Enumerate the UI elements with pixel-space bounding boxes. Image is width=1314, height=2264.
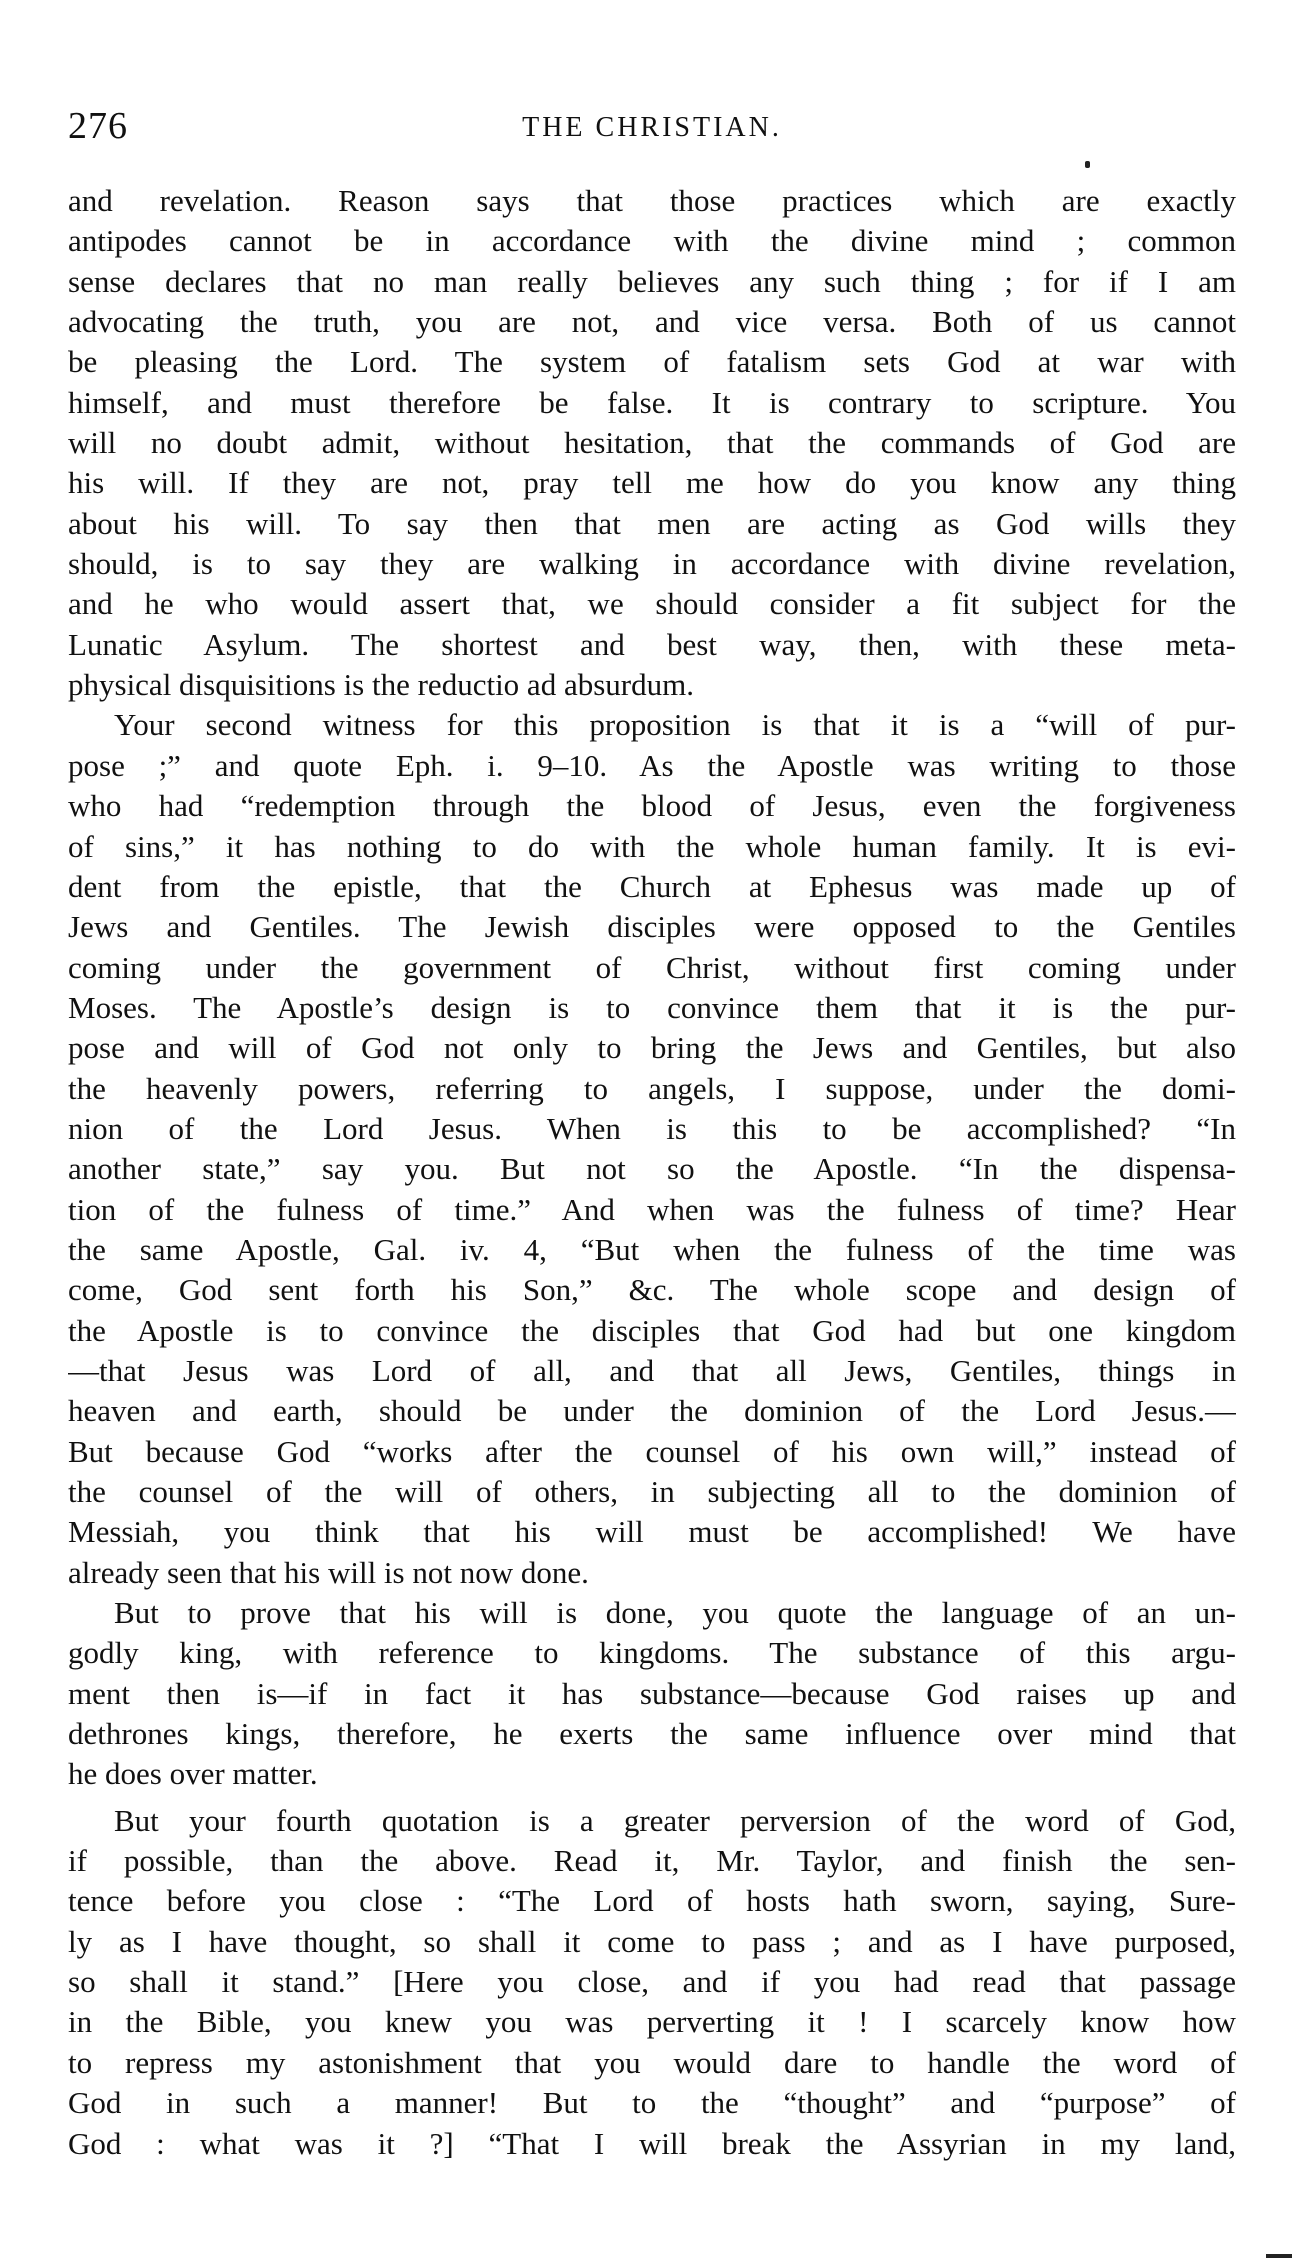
text-line: antipodes cannot be in accordance with the divine mind ; common: [68, 223, 1236, 259]
text-line: the same Apostle, Gal. iv. 4, “But when the fulness of the time was: [68, 1231, 1236, 1267]
text-line: dethrones kings, therefore, he exerts the same influence over mind that: [68, 1716, 1236, 1752]
text-line: of sins,” it has nothing to do with the whole human family. It is evi-: [68, 828, 1236, 864]
text-line: Jews and Gentiles. The Jewish disciples were opposed to the Gentiles: [68, 909, 1236, 945]
text-line: in the Bible, you knew you was perverting it ! I scarcely know how: [68, 2004, 1236, 2040]
text-line: —that Jesus was Lord of all, and that all Jews, Gentiles, things in: [68, 1352, 1236, 1388]
text-line: ly as I have thought, so shall it come to pass ; and as I have purposed,: [68, 1923, 1236, 1959]
body-text: [68, 181, 1236, 2164]
text-line: pose ;” and quote Eph. i. 9–10. As the Apostle was writing to those: [68, 747, 1236, 783]
text-line: godly king, with reference to kingdoms. The substance of this argu-: [68, 1635, 1236, 1671]
text-line: another state,” say you. But not so the Apostle. “In the dispensa-: [68, 1151, 1236, 1187]
text-line: be pleasing the Lord. The system of fatalism sets God at war with: [68, 344, 1236, 380]
text-line: already seen that his will is not now done.: [68, 1554, 589, 1590]
text-line: the counsel of the will of others, in subjecting all to the dominion of: [68, 1474, 1236, 1509]
page-number: 276: [68, 105, 128, 147]
text-line: should, is to say they are walking in accordance with divine revelation,: [68, 546, 1236, 582]
text-line: the heavenly powers, referring to angels, I suppose, under the domi-: [68, 1070, 1236, 1106]
text-line: come, God sent forth his Son,” &c. The whole scope and design of: [68, 1272, 1236, 1308]
text-line: tion of the fulness of time.” And when was the fulness of time? Hear: [68, 1191, 1236, 1227]
text-line: so shall it stand.” [Here you close, and if you had read that passage: [68, 1964, 1236, 2000]
text-line: Moses. The Apostle’s design is to convince them that it is the pur-: [68, 989, 1236, 1025]
text-line: ment then is—if in fact it has substance—because God raises up and: [68, 1675, 1236, 1711]
text-line: and revelation. Reason says that those practices which are exactly: [68, 183, 1236, 218]
text-line: pose and will of God not only to bring the Jews and Gentiles, but also: [68, 1030, 1236, 1066]
text-line: heaven and earth, should be under the dominion of the Lord Jesus.—: [68, 1393, 1236, 1429]
text-line: But to prove that his will is done, you quote the language of an un-: [114, 1595, 1236, 1631]
text-line: coming under the government of Christ, without first coming under: [68, 949, 1236, 985]
text-line: about his will. To say then that men are acting as God wills they: [68, 505, 1236, 541]
text-line: will no doubt admit, without hesitation, that the commands of God are: [68, 425, 1236, 461]
text-line: if possible, than the above. Read it, Mr. Taylor, and finish the sen-: [68, 1843, 1236, 1879]
text-line: physical disquisitions is the reductio ad absurdum.: [68, 667, 694, 703]
text-line: the Apostle is to convince the disciples that God had but one kingdom: [68, 1312, 1236, 1348]
text-line: Messiah, you think that his will must be accomplished! We have: [68, 1514, 1236, 1550]
text-line: God in such a manner! But to the “thought” and “purpose” of: [68, 2085, 1236, 2121]
text-line: Lunatic Asylum. The shortest and best way, then, with these meta-: [68, 626, 1236, 662]
text-line: who had “redemption through the blood of Jesus, even the forgiveness: [68, 788, 1236, 824]
text-line: he does over matter.: [68, 1756, 318, 1792]
text-line: But your fourth quotation is a greater perversion of the word of God,: [114, 1802, 1236, 1838]
text-line: his will. If they are not, pray tell me how do you know any thing: [68, 465, 1236, 501]
corner-mark: [1266, 2254, 1292, 2258]
text-line: God : what was it ?] “That I will break the Assyrian in my land,: [68, 2125, 1236, 2161]
text-line: and he who would assert that, we should consider a fit subject for the: [68, 586, 1236, 622]
text-line: to repress my astonishment that you would dare to handle the word of: [68, 2044, 1236, 2080]
text-line: dent from the epistle, that the Church at Ephesus was made up of: [68, 868, 1236, 904]
text-line: advocating the truth, you are not, and vice versa. Both of us cannot: [68, 304, 1236, 340]
text-line: nion of the Lord Jesus. When is this to be accomplished? “In: [68, 1110, 1236, 1146]
text-line: tence before you close : “The Lord of hosts hath sworn, saying, Sure-: [68, 1883, 1236, 1919]
ink-speck: [1085, 161, 1090, 168]
text-line: himself, and must therefore be false. It is contrary to scripture. You: [68, 384, 1236, 420]
text-line: sense declares that no man really believes any such thing ; for if I am: [68, 263, 1236, 299]
text-line: Your second witness for this proposition is that it is a “will of pur-: [114, 707, 1236, 743]
text-line: But because God “works after the counsel of his own will,” instead of: [68, 1433, 1236, 1469]
page-header: [68, 104, 1236, 154]
running-title: THE CHRISTIAN.: [522, 112, 782, 143]
